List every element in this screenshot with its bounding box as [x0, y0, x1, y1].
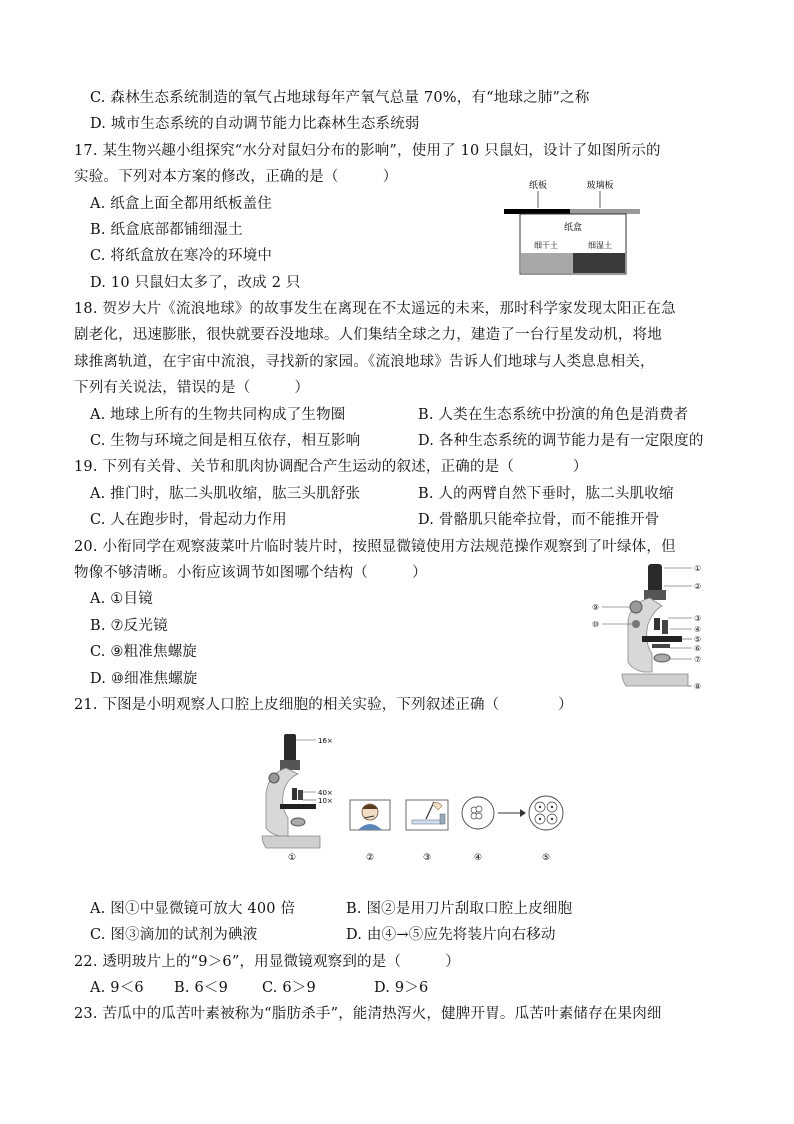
- label-10: ⑩: [592, 620, 600, 629]
- option-18b: B. 人类在生态系统中扮演的角色是消费者: [418, 407, 689, 423]
- option-16d: D. 城市生态系统的自动调节能力比森林生态系统弱: [90, 116, 420, 132]
- label-8: ⑧: [694, 682, 702, 691]
- arrow-icon: [498, 809, 526, 817]
- question-22-stem: 22. 透明玻片上的“9＞6”，用显微镜观察到的是（ ）: [74, 954, 460, 970]
- dry-soil-label: 细干土: [534, 241, 558, 250]
- woodlouse-experiment-figure: [500, 176, 645, 278]
- caption-3: ③: [422, 853, 432, 863]
- label-5: ⑤: [694, 635, 702, 644]
- caption-5: ⑤: [541, 853, 551, 863]
- question-21-stem: 21. 下图是小明观察人口腔上皮细胞的相关实验，下列叙述正确（ ）: [74, 697, 573, 713]
- question-20-stem: 20. 小衔同学在观察菠菜叶片临时装片时，按照显微镜使用方法规范操作观察到了叶绿体，但: [74, 539, 676, 555]
- label-6: ⑥: [694, 644, 702, 653]
- objective-magnification-1: 40×: [318, 789, 333, 797]
- caption-2: ②: [365, 853, 375, 863]
- question-17-stem: 17. 某生物兴趣小组探究“水分对鼠妇分布的影响”，使用了 10 只鼠妇，设计了如图所示的: [74, 143, 661, 159]
- wet-soil-label: 细湿土: [588, 241, 612, 250]
- option-20b: B. ⑦反光镜: [90, 618, 168, 634]
- option-17d: D. 10 只鼠妇太多了，改成 2 只: [90, 275, 301, 291]
- field-of-view-5: [529, 796, 563, 830]
- option-20c: C. ⑨粗准焦螺旋: [90, 644, 198, 660]
- paper-board: [504, 209, 570, 214]
- cheek-cell-experiment-figure: [258, 730, 598, 866]
- field-of-view-4: [462, 797, 494, 829]
- box-label: 纸盒: [563, 223, 583, 233]
- microscope-16x-drawing: [262, 734, 320, 848]
- objective-magnification-2: 10×: [318, 797, 333, 805]
- question-17-stem-cont: 实验。下列对本方案的修改，正确的是（ ）: [74, 169, 398, 185]
- label-1: ①: [694, 564, 702, 573]
- option-22b: B. 6＜9: [174, 980, 229, 996]
- microscope-labeled-figure: [592, 562, 712, 702]
- label-9: ⑨: [592, 603, 600, 612]
- board-label: 纸板: [528, 181, 548, 191]
- option-19a: A. 推门时，肱二头肌收缩，肱三头肌舒张: [90, 486, 361, 502]
- question-23-stem: 23. 苦瓜中的瓜苦叶素被称为“脂肪杀手”，能清热泻火，健脾开胃。瓜苦叶素储存在果肉细: [74, 1006, 662, 1022]
- microscope-drawing: [622, 564, 688, 686]
- question-20-stem-cont: 物像不够清晰。小衔应该调节如图哪个结构（ ）: [74, 565, 427, 581]
- option-18d: D. 各种生态系统的调节能力是有一定限度的: [418, 433, 704, 449]
- option-17c: C. 将纸盒放在寒冷的环境中: [90, 248, 273, 264]
- option-21b: B. 图②是用刀片刮取口腔上皮细胞: [346, 901, 573, 917]
- option-22a: A. 9＜6: [90, 980, 144, 996]
- caption-1: ①: [287, 853, 297, 863]
- figure-captions: [288, 853, 550, 863]
- option-17b: B. 纸盒底部都铺细湿土: [90, 222, 243, 238]
- label-4: ④: [694, 625, 702, 634]
- label-7: ⑦: [694, 655, 702, 664]
- option-21d: D. 由④→⑤应先将装片向右移动: [346, 927, 556, 943]
- scraping-cheek-drawing: [350, 800, 390, 830]
- wet-soil: [573, 253, 625, 273]
- glass-plate: [570, 209, 640, 214]
- option-19d: D. 骨骼肌只能牵拉骨，而不能推开骨: [418, 512, 660, 528]
- label-2: ②: [694, 582, 702, 591]
- question-18-stem: 18. 贺岁大片《流浪地球》的故事发生在离现在不太遥远的未来，那时科学家发现太阳正在急: [74, 301, 676, 317]
- question-19-stem: 19. 下列有关骨、关节和肌肉协调配合产生运动的叙述，正确的是（ ）: [74, 459, 588, 475]
- option-21c: C. 图③滴加的试剂为碘液: [90, 927, 258, 943]
- eyepiece-magnification: 16×: [318, 737, 333, 745]
- option-22d: D. 9＞6: [374, 980, 429, 996]
- option-19b: B. 人的两臂自然下垂时，肱二头肌收缩: [418, 486, 674, 502]
- option-18a: A. 地球上所有的生物共同构成了生物圈: [90, 407, 346, 423]
- option-18c: C. 生物与环境之间是相互依存，相互影响: [90, 433, 361, 449]
- label-3: ③: [694, 614, 702, 623]
- dry-soil: [521, 253, 573, 273]
- option-16c: C. 森林生态系统制造的氧气占地球每年产氧气总量 70%，有“地球之肺”之称: [90, 90, 590, 106]
- option-17a: A. 纸盒上面全都用纸板盖住: [90, 196, 272, 212]
- option-21a: A. 图①中显微镜可放大 400 倍: [90, 901, 296, 917]
- question-18-stem-cont3: 下列有关说法，错误的是（ ）: [74, 380, 310, 396]
- caption-4: ④: [473, 853, 483, 863]
- glass-label: 玻璃板: [586, 181, 614, 191]
- slide-preparation-drawing: [406, 800, 448, 830]
- question-18-stem-cont1: 剧老化，迅速膨胀，很快就要吞没地球。人们集结全球之力，建造了一台行星发动机，将地: [74, 327, 662, 343]
- question-18-stem-cont2: 球推离轨道，在宇宙中流浪，寻找新的家园。《流浪地球》告诉人们地球与人类息息相关，: [74, 354, 655, 370]
- option-20d: D. ⑩细准焦螺旋: [90, 671, 198, 687]
- option-22c: C. 6＞9: [262, 980, 316, 996]
- option-19c: C. 人在跑步时，骨起动力作用: [90, 512, 287, 528]
- option-20a: A. ①目镜: [90, 591, 153, 607]
